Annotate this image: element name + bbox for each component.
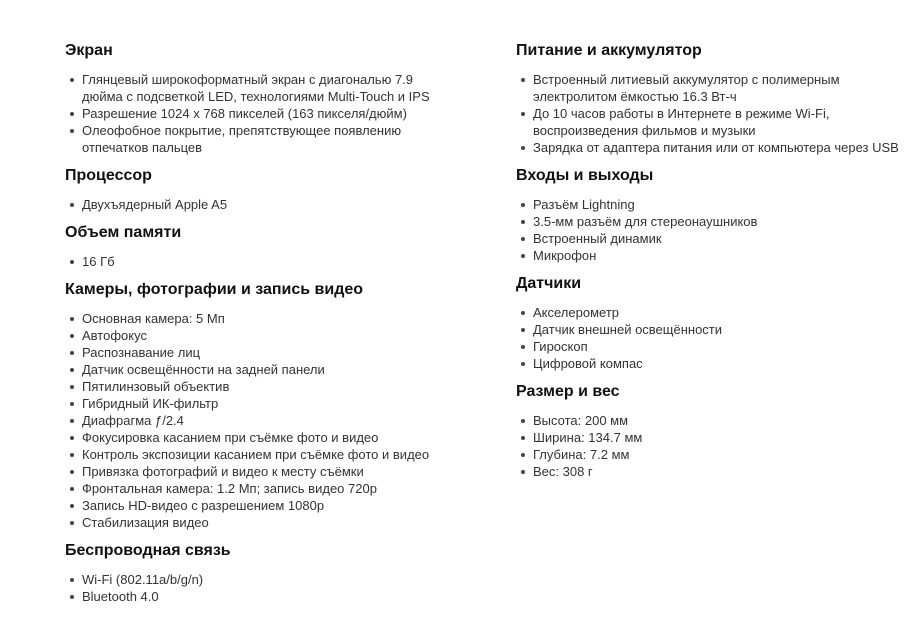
spec-section bbox=[65, 41, 442, 156]
spec-list bbox=[65, 71, 442, 156]
spec-item: Bluetooth 4.0 bbox=[65, 588, 442, 605]
section-heading: Размер и вес bbox=[516, 383, 620, 400]
spec-item: Пятилинзовый объектив bbox=[65, 378, 442, 395]
spec-item: Распознавание лиц bbox=[65, 344, 442, 361]
spec-section bbox=[65, 223, 442, 270]
spec-item: Датчик освещённости на задней панели bbox=[65, 361, 442, 378]
spec-item: Встроенный литиевый аккумулятор с полимерным электролитом ёмкостью 16.3 Вт-ч bbox=[516, 71, 901, 105]
spec-item: Олеофобное покрытие, препятствующее появлению отпечатков пальцев bbox=[65, 122, 442, 156]
spec-list bbox=[516, 304, 901, 372]
spec-item: Датчик внешней освещённости bbox=[516, 321, 901, 338]
spec-item: Привязка фотографий и видео к месту съёмки bbox=[65, 463, 442, 480]
spec-item: Глубина: 7.2 мм bbox=[516, 446, 901, 463]
spec-item: Фокусировка касанием при съёмке фото и видео bbox=[65, 429, 442, 446]
spec-section bbox=[65, 541, 442, 605]
spec-item: Встроенный динамик bbox=[516, 230, 901, 247]
spec-item: Цифровой компас bbox=[516, 355, 901, 372]
spec-item: 16 Гб bbox=[65, 253, 442, 270]
spec-item: Вес: 308 г bbox=[516, 463, 901, 480]
spec-section bbox=[516, 41, 901, 156]
spec-item: Запись HD-видео с разрешением 1080p bbox=[65, 497, 442, 514]
spec-item: Разъём Lightning bbox=[516, 196, 901, 213]
spec-item: Разрешение 1024 x 768 пикселей (163 пикселя/дюйм) bbox=[65, 105, 442, 122]
spec-list bbox=[516, 412, 901, 480]
spec-item: Автофокус bbox=[65, 327, 442, 344]
spec-list bbox=[65, 310, 442, 531]
spec-section bbox=[65, 166, 442, 213]
spec-item: Гироскоп bbox=[516, 338, 901, 355]
section-heading: Экран bbox=[65, 42, 113, 59]
spec-list bbox=[516, 71, 901, 156]
spec-item: Зарядка от адаптера питания или от компьютера через USB bbox=[516, 139, 901, 156]
section-heading: Питание и аккумулятор bbox=[516, 42, 702, 59]
spec-item: Контроль экспозиции касанием при съёмке фото и видео bbox=[65, 446, 442, 463]
spec-item: Акселерометр bbox=[516, 304, 901, 321]
spec-item: Ширина: 134.7 мм bbox=[516, 429, 901, 446]
spec-item: Стабилизация видео bbox=[65, 514, 442, 531]
spec-item: Гибридный ИК-фильтр bbox=[65, 395, 442, 412]
spec-item: Глянцевый широкоформатный экран с диагональю 7.9 дюйма с подсветкой LED, технологиями Multi-Touch и IPS bbox=[65, 71, 442, 105]
spec-item: До 10 часов работы в Интернете в режиме Wi-Fi, воспроизведения фильмов и музыки bbox=[516, 105, 901, 139]
spec-section bbox=[65, 280, 442, 531]
spec-item: Микрофон bbox=[516, 247, 901, 264]
spec-item: Wi-Fi (802.11a/b/g/n) bbox=[65, 571, 442, 588]
section-heading: Датчики bbox=[516, 275, 582, 292]
spec-section bbox=[516, 166, 901, 264]
spec-item: Основная камера: 5 Мп bbox=[65, 310, 442, 327]
spec-list bbox=[516, 196, 901, 264]
section-heading: Объем памяти bbox=[65, 224, 182, 241]
spec-item: Высота: 200 мм bbox=[516, 412, 901, 429]
spec-list bbox=[65, 571, 442, 605]
section-heading: Входы и выходы bbox=[516, 167, 654, 184]
spec-section bbox=[516, 382, 901, 480]
spec-item: Двухъядерный Apple A5 bbox=[65, 196, 442, 213]
spec-list bbox=[65, 196, 442, 213]
spec-list bbox=[65, 253, 442, 270]
section-heading: Процессор bbox=[65, 167, 152, 184]
spec-section bbox=[516, 274, 901, 372]
spec-item: Диафрагма ƒ/2.4 bbox=[65, 412, 442, 429]
spec-item: Фронтальная камера: 1.2 Мп; запись видео 720p bbox=[65, 480, 442, 497]
specs-right-column bbox=[516, 41, 901, 490]
spec-item: 3.5-мм разъём для стереонаушников bbox=[516, 213, 901, 230]
specs-left-column bbox=[65, 41, 442, 615]
section-heading: Беспроводная связь bbox=[65, 542, 231, 559]
section-heading: Камеры, фотографии и запись видео bbox=[65, 281, 364, 298]
